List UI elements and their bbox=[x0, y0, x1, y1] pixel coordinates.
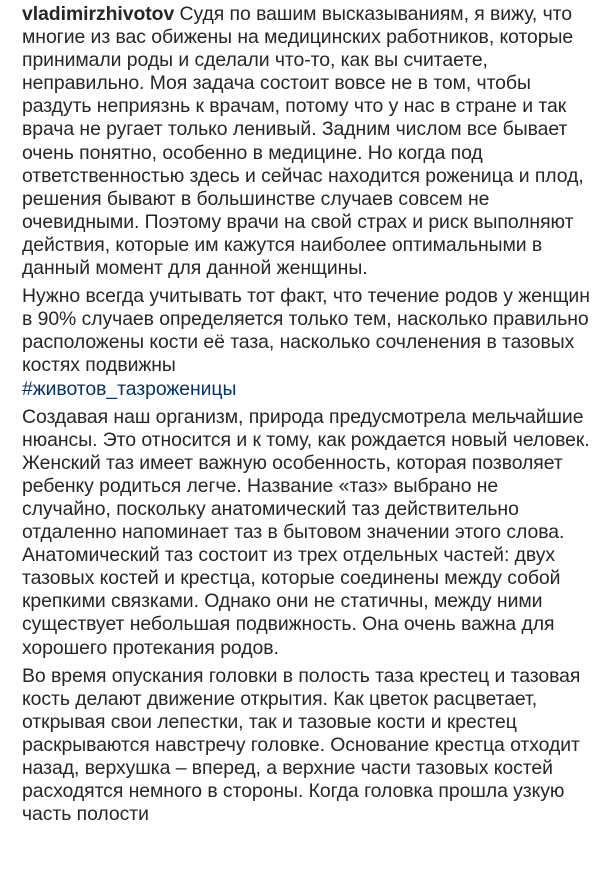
author-username-link[interactable]: vladimirzhivotov bbox=[22, 3, 175, 25]
caption-paragraph-4 bbox=[22, 665, 592, 827]
caption-paragraph-3-text: Создавая наш организм, природа предусмотрела мельчайшие нюансы. Это относится и к тому, как рождается новый человек. Женский таз имеет важную особенность, которая позволяет ребенку родиться легче. Название «таз» выбрано не случайно, поскольку анатомический таз действительно отдаленно напоминает таз в бытовом значении этого слова. Анатомический таз состоит из трех отдельных частей: двух тазовых костей и крестца, которые соединены между собой крепкими связками. Однако они не статичны, между ними существует небольшая подвижность. Она очень важна для хорошего протекания родов. bbox=[22, 405, 590, 659]
caption-paragraph-1-text: Судя по вашим высказываниям, я вижу, что многие из вас обижены на медицинских работников, которые принимали роды и сделали что-то, как вы считаете, неправильно. Моя задача состоит вовсе не в том, чтобы раздуть неприязнь к врачам, потому что у нас в стране и так врача не ругает только ленивый. Задним числом все бывает очень понятно, особенно в медицине. Но когда под ответственностью здесь и сейчас находится роженица и плод, решения бывают в большинстве случаев совсем не очевидными. Поэтому врачи на свой страх и риск выполняют действия, которые им кажутся наиболее оптимальными в данный момент для данной женщины. bbox=[22, 3, 584, 280]
hashtag-link[interactable]: #животов_тазроженицы bbox=[22, 377, 237, 400]
caption-paragraph-2-text: Нужно всегда учитывать тот факт, что течение родов у женщин в 90% случаев определяется только тем, насколько правильно расположены кости её таза, насколько сочленения в тазовых костях подвижны bbox=[22, 285, 590, 377]
post-caption bbox=[22, 3, 592, 826]
caption-paragraph-2 bbox=[22, 285, 592, 400]
caption-paragraph-1 bbox=[22, 3, 592, 280]
caption-paragraph-3 bbox=[22, 406, 592, 660]
caption-paragraph-4-text: Во время опускания головки в полость таза крестец и тазовая кость делают движение открытия. Как цветок расцветает, открывая свои лепестки, так и тазовые кости и крестец раскрываются навстречу головке. Основание крестца отходит назад, верхушка – вперед, а верхние части тазовых костей расходятся немного в стороны. Когда головка прошла узкую часть полости bbox=[22, 664, 581, 826]
